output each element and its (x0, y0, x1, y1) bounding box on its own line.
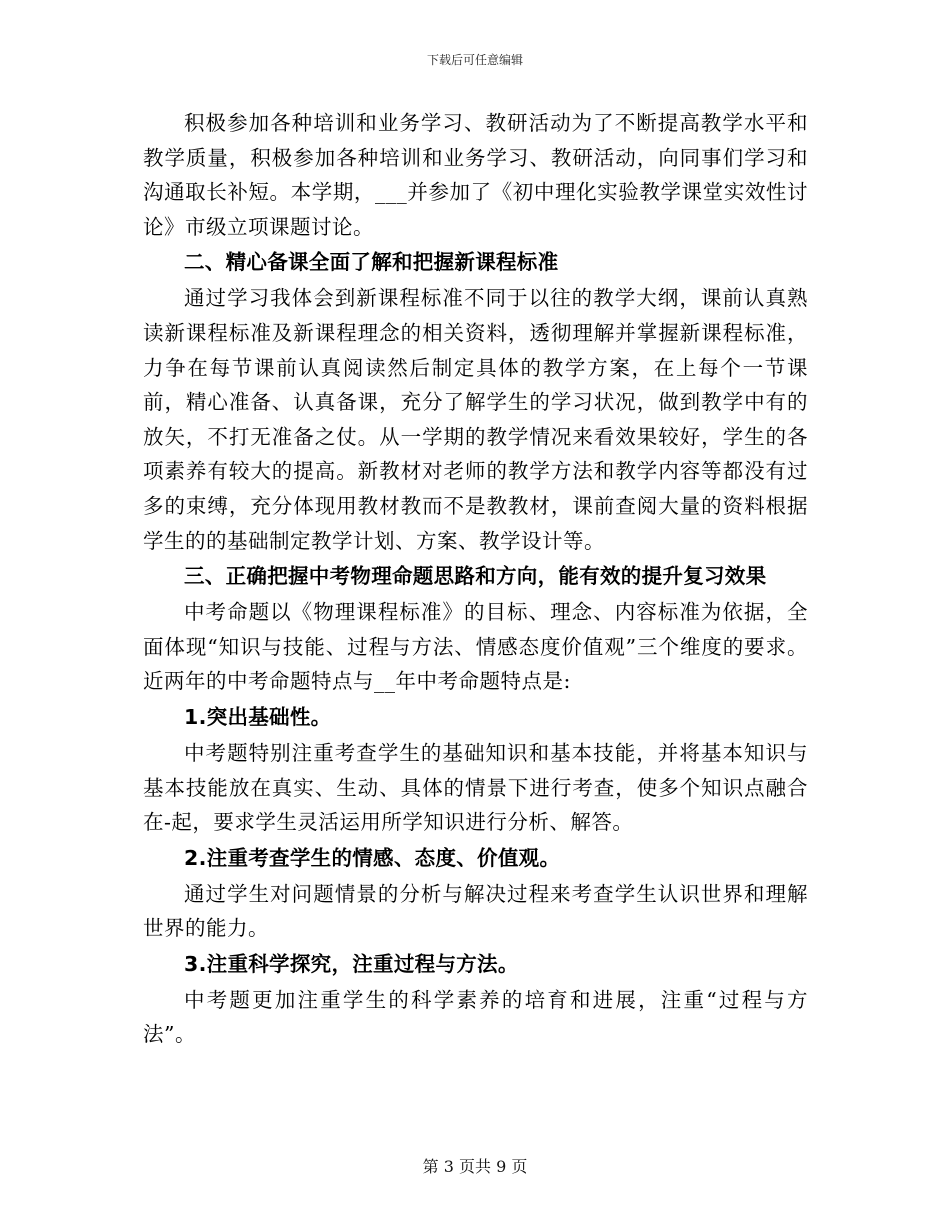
subheading-3: 3.注重科学探究，注重过程与方法。 (184, 951, 519, 976)
paragraph-values: 通过学生对问题情景的分析与解决过程来考查学生认识世界和理解世界的能力。 (143, 881, 808, 941)
page-header: 下载后可任意编辑 (426, 53, 523, 67)
paragraph-lesson-prep: 通过学习我体会到新课程标准不同于以往的教学大纲，课前认真熟读新课程标准及新课程理念的相关资料，透彻理解并掌握新课程标准，力争在每节课前认真阅读然后制定具体的教学方案，在上每个一节课前，精心准备、认真备课，充分了解学生的学习状况，做到教学中有的放矢，不打无准备之仗。从一学期的教学情况来看效果较好，学生的各项素养有较大的提高。新教材对老师的教学方法和教学内容等都没有过多的束缚，充分体现用教材教而不是教教材，课前查阅大量的资料根据学生的的基础制定教学计划、方案、教学设计等。 (143, 286, 808, 553)
subheading-2: 2.注重考查学生的情感、态度、价值观。 (184, 845, 561, 870)
document-body (143, 106, 808, 1052)
subheading-1: 1.突出基础性。 (184, 704, 332, 729)
section-heading-2: 二、精心备课全面了解和把握新课程标准 (184, 250, 559, 275)
page-number-footer: 第 3 页共 9 页 (422, 1157, 528, 1176)
paragraph-inquiry: 中考题更加注重学生的科学素养的培育和进展，注重“过程与方法”。 (143, 987, 808, 1047)
section-heading-3: 三、正确把握中考物理命题思路和方向，能有效的提升复习效果 (184, 564, 767, 589)
paragraph-exam-basis: 中考命题以《物理课程标准》的目标、理念、内容标准为依据，全面体现“知识与技能、过程与方法、情感态度价值观”三个维度的要求。近两年的中考命题特点与__年中考命题特点是: (143, 600, 808, 694)
paragraph-training: 积极参加各种培训和业务学习、教研活动为了不断提高教学水平和教学质量，积极参加各种培训和业务学习、教研活动，向同事们学习和沟通取长补短。本学期，___并参加了《初中理化实验教学课堂实效性讨论》市级立项课题讨论。 (143, 111, 808, 239)
paragraph-basics: 中考题特别注重考查学生的基础知识和基本技能，并将基本知识与基本技能放在真实、生动、具体的情景下进行考查，使多个知识点融合在-起，要求学生灵活运用所学知识进行分析、解答。 (143, 740, 808, 835)
